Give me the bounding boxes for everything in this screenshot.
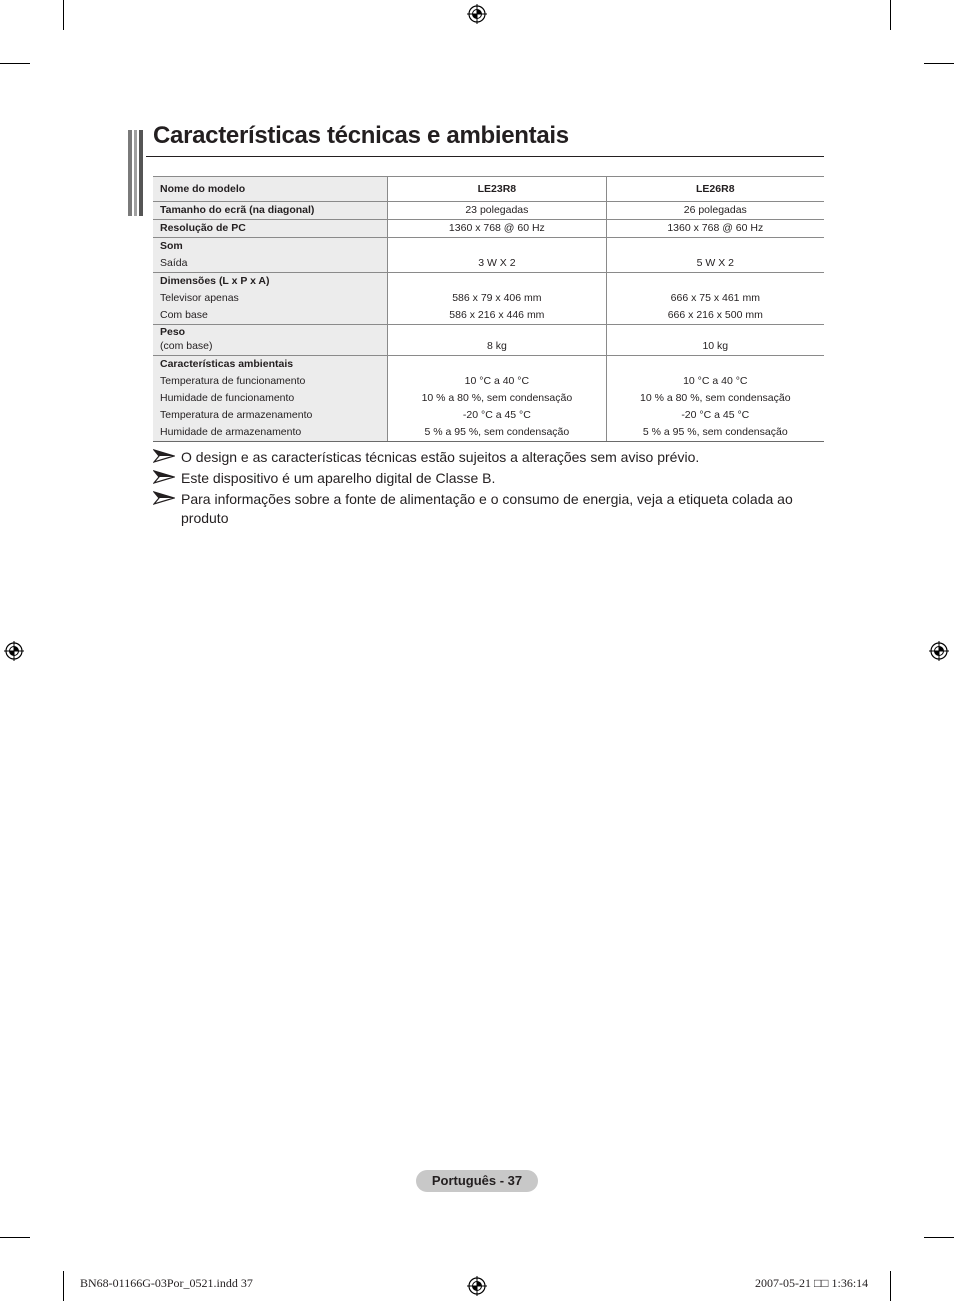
crop-mark: [63, 0, 64, 30]
page-title: Características técnicas e ambientais: [153, 122, 569, 149]
crop-mark: [0, 63, 30, 64]
row-label-cell: Tamanho do ecrã (na diagonal): [153, 202, 388, 220]
row-label-cell: Peso (com base): [153, 325, 388, 356]
row-value-cell: 10 °C a 40 °C 10 % a 80 %, sem condensação -20 °C a 45 °C 5 % a 95 %, sem condensação: [606, 356, 824, 442]
row-label-cell: Resolução de PC: [153, 220, 388, 238]
row-label-cell: Som Saída: [153, 238, 388, 273]
notes-list: [153, 448, 833, 530]
table-row: [153, 325, 824, 356]
note-text: Para informações sobre a fonte de alimentação e o consumo de energia, veja a etiqueta colada ao produto: [181, 491, 793, 526]
row-value-cell: 26 polegadas: [606, 202, 824, 220]
crop-mark: [924, 63, 954, 64]
crosshair-registration-mark-icon: [467, 1276, 487, 1296]
arrow-bullet-icon: [153, 491, 175, 505]
table-row: [153, 202, 824, 220]
crop-mark: [63, 1271, 64, 1301]
title-divider: [146, 156, 824, 157]
title-decoration-bars: [128, 130, 144, 216]
note-item: [153, 448, 833, 467]
specifications-table: [153, 176, 824, 442]
table-header-cell: LE26R8: [606, 177, 824, 202]
row-label-cell: Dimensões (L x P x A) Televisor apenas Com base: [153, 273, 388, 325]
crop-mark: [890, 0, 891, 30]
crosshair-registration-mark-icon: [929, 641, 949, 661]
page-number-badge: Português - 37: [416, 1170, 538, 1192]
note-text: O design e as características técnicas estão sujeitos a alterações sem aviso prévio.: [181, 449, 700, 465]
crosshair-registration-mark-icon: [467, 4, 487, 24]
table-row: [153, 238, 824, 273]
row-value-cell: 5 W X 2: [606, 238, 824, 273]
row-value-cell: 23 polegadas: [388, 202, 606, 220]
print-slug-timestamp: 2007-05-21 □□ 1:36:14: [755, 1276, 869, 1290]
table-header-row: [153, 177, 824, 202]
row-label-cell: Características ambientais Temperatura de funcionamento Humidade de funcionamento Temperatura de armazenamento Humidade de armazenamento: [153, 356, 388, 442]
note-item: [153, 469, 833, 488]
crop-mark: [0, 1237, 30, 1238]
note-item: [153, 490, 833, 528]
table-row: [153, 273, 824, 325]
table-row: [153, 220, 824, 238]
arrow-bullet-icon: [153, 449, 175, 463]
crop-mark: [924, 1237, 954, 1238]
table-header-cell: Nome do modelo: [153, 177, 388, 202]
table-row: [153, 356, 824, 442]
crosshair-registration-mark-icon: [4, 641, 24, 661]
note-text: Este dispositivo é um aparelho digital de Classe B.: [181, 470, 496, 486]
row-value-cell: 3 W X 2: [388, 238, 606, 273]
table-header-cell: LE23R8: [388, 177, 606, 202]
row-value-cell: 586 x 79 x 406 mm 586 x 216 x 446 mm: [388, 273, 606, 325]
row-value-cell: 666 x 75 x 461 mm 666 x 216 x 500 mm: [606, 273, 824, 325]
arrow-bullet-icon: [153, 470, 175, 484]
print-slug-filename: BN68-01166G-03Por_0521.indd 37: [80, 1276, 253, 1290]
row-value-cell: 10 °C a 40 °C 10 % a 80 %, sem condensação -20 °C a 45 °C 5 % a 95 %, sem condensação: [388, 356, 606, 442]
row-value-cell: 1360 x 768 @ 60 Hz: [388, 220, 606, 238]
row-value-cell: 8 kg: [388, 325, 606, 356]
crop-mark: [890, 1271, 891, 1301]
row-value-cell: 10 kg: [606, 325, 824, 356]
row-value-cell: 1360 x 768 @ 60 Hz: [606, 220, 824, 238]
